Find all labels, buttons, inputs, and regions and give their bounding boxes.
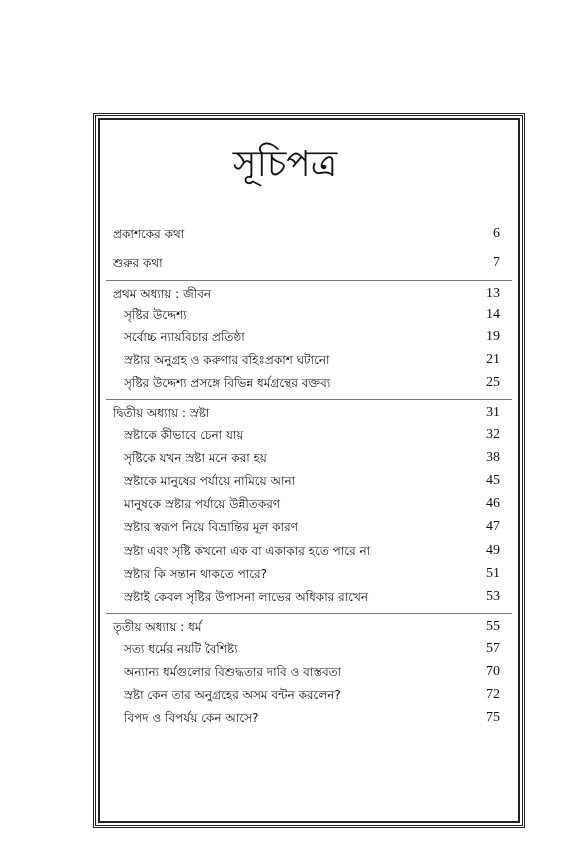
toc-entry-label: স্রষ্টাই কেবল সৃষ্টির উপাসনা লাভের অধিকার রাখেন bbox=[124, 590, 369, 604]
toc-entry-label: সৃষ্টির উদ্দেশ্য bbox=[124, 308, 187, 322]
toc-entry-page: 21 bbox=[486, 352, 500, 367]
toc-entry-label: স্রষ্টা কেন তার অনুগ্রহের অসম বন্টন করলেন? bbox=[124, 688, 341, 702]
toc-entry-page: 45 bbox=[486, 473, 500, 488]
toc-entry-label: বিপদ ও বিপর্যয় কেন আসে? bbox=[124, 711, 259, 725]
toc-entry-label: স্রষ্টার কি সন্তান থাকতে পারে? bbox=[124, 567, 267, 581]
toc-entry-label: স্রষ্টাকে কীভাবে চেনা যায় bbox=[124, 428, 244, 442]
toc-entry-page: 55 bbox=[486, 619, 500, 634]
toc-entry-label: সর্বোচ্চ ন্যায়বিচার প্রতিষ্ঠা bbox=[124, 330, 245, 344]
toc-entry-label: সত্য ধর্মের নয়টি বৈশিষ্ট্য bbox=[124, 642, 238, 656]
toc-entry-label: শুরুর কথা bbox=[113, 256, 163, 270]
toc-entry-page: 53 bbox=[486, 589, 500, 604]
toc-entry-label: স্রষ্টার স্বরূপ নিয়ে বিভ্রান্তির মূল কারণ bbox=[124, 520, 298, 534]
page-title: সূচিপত্র bbox=[232, 144, 338, 185]
toc-entry-page: 47 bbox=[486, 519, 500, 534]
toc-entry-page: 25 bbox=[486, 375, 500, 390]
toc-entry-page: 57 bbox=[486, 641, 500, 656]
section-divider bbox=[106, 613, 512, 614]
toc-entry-label: সৃষ্টিকে যখন স্রষ্টা মনে করা হয় bbox=[124, 451, 267, 465]
toc-entry-label: স্রষ্টার অনুগ্রহ ও করুণার বহিঃপ্রকাশ ঘটানো bbox=[124, 353, 330, 367]
toc-entry-page: 49 bbox=[486, 543, 500, 558]
toc-entry-label: স্রষ্টা এবং সৃষ্টি কখনো এক বা একাকার হতে পারে না bbox=[124, 544, 371, 558]
toc-entry-page: 14 bbox=[486, 307, 500, 322]
toc-entry-page: 31 bbox=[486, 405, 500, 420]
toc-entry-page: 7 bbox=[493, 255, 500, 270]
toc-entry-page: 6 bbox=[493, 226, 500, 241]
toc-entry-page: 46 bbox=[486, 496, 500, 511]
toc-entry-label: অন্যান্য ধর্মগুলোর বিশুদ্ধতার দাবি ও বাস্তবতা bbox=[124, 665, 342, 679]
toc-entry-label: সৃষ্টির উদ্দেশ্য প্রসঙ্গে বিভিন্ন ধর্মগ্রন্থের বক্তব্য bbox=[124, 376, 331, 390]
toc-entry-label: মানুষকে স্রষ্টার পর্যায়ে উন্নীতকরণ bbox=[124, 497, 281, 511]
toc-entry-page: 38 bbox=[486, 450, 500, 465]
toc-entry-page: 75 bbox=[486, 710, 500, 725]
toc-entry-label: স্রষ্টাকে মানুষের পর্যায়ে নামিয়ে আনা bbox=[124, 474, 296, 488]
toc-entry-page: 51 bbox=[486, 566, 500, 581]
toc-entry-page: 13 bbox=[486, 286, 500, 301]
toc-entry-page: 70 bbox=[486, 664, 500, 679]
toc-entry-page: 72 bbox=[486, 687, 500, 702]
toc-entry-label: তৃতীয় অধ্যায় : ধর্ম bbox=[113, 620, 202, 634]
toc-entry-page: 32 bbox=[486, 427, 500, 442]
section-divider bbox=[106, 280, 512, 281]
toc-entry-label: দ্বিতীয় অধ্যায় : স্রষ্টা bbox=[113, 406, 210, 420]
toc-entry-page: 19 bbox=[486, 329, 500, 344]
section-divider bbox=[106, 399, 512, 400]
toc-entry-label: প্রথম অধ্যায় : জীবন bbox=[113, 287, 212, 301]
toc-entry-label: প্রকাশকের কথা bbox=[113, 227, 185, 241]
